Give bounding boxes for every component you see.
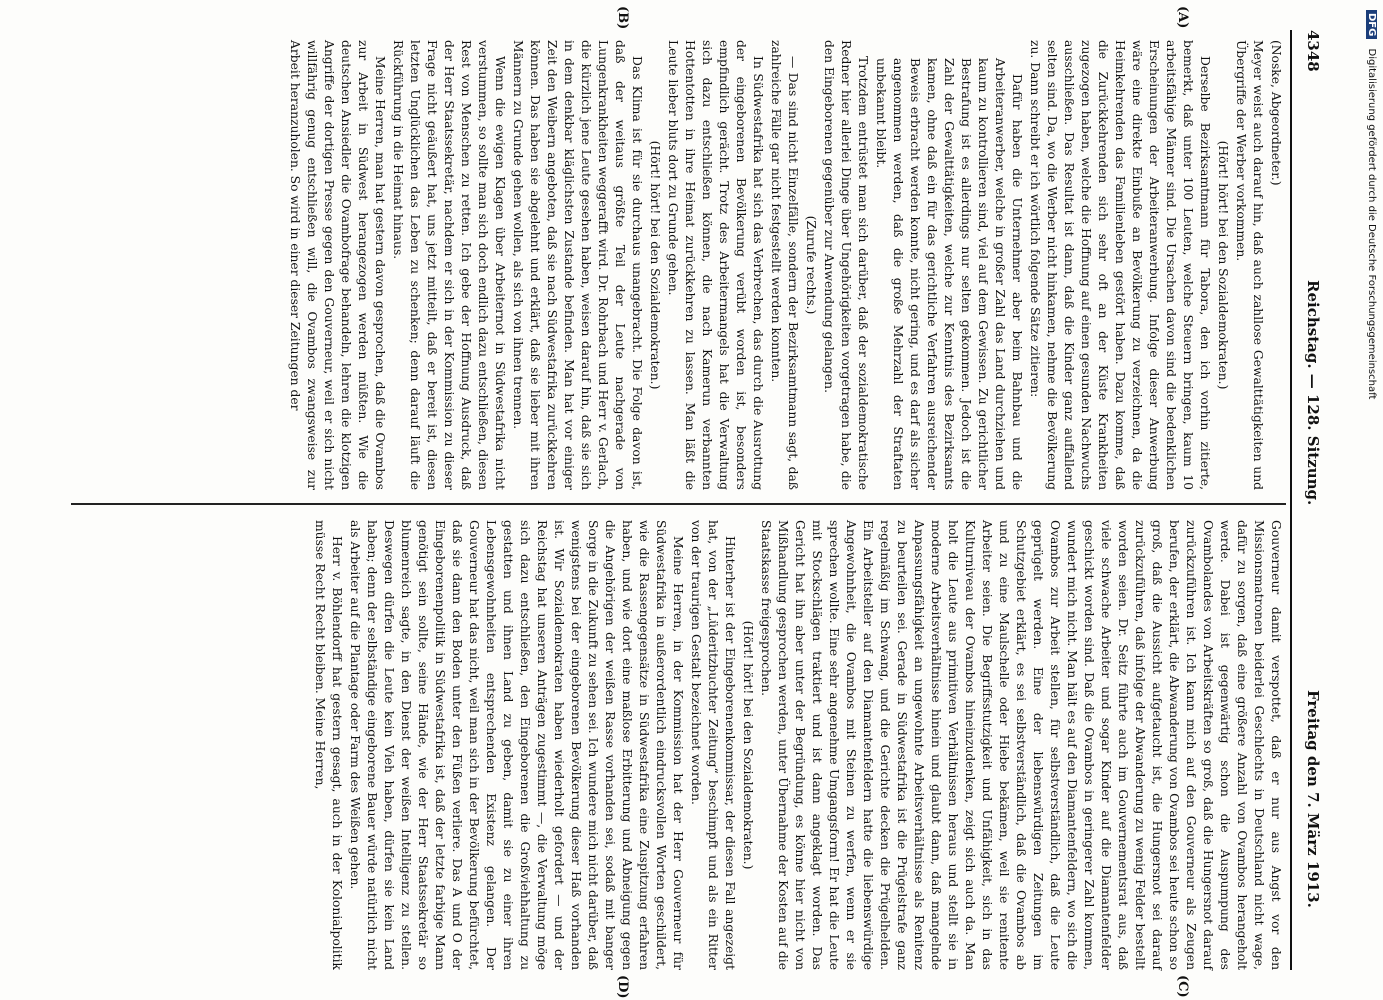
margin-mark-b: (B) [615, 6, 630, 30]
quotation: Dafür haben die Unternehmer aber beim Bahnbau und die Arbeiteranwerber, welche in großer Zahl das Land durchziehen und kaum zu kontrollieren sind, viel auf dem Gewissen. Zu gerichtlicher Bestrafung ist es allerdings nur selten gekommen. Jedoch ist die Zahl der Gewalttätigkeiten, welche zur Kenntnis des Bezirksamts kamen, ohne daß ein für das gerichtliche Verfahren ausreichender Beweis erbracht werden konnte, nicht gering, und es darf als sicher angenommen werden, daß die große Mehrzahl der Straftaten unbekannt bleibt. [874, 58, 1024, 490]
paragraph: Gouverneur damit verspottet, daß er nur aus Angst vor den Missionsmatronen beiderlei Geschlechts in Deutschland nicht wage, dafür zu sorgen, daß eine größere Anzahl von Ovambos herangeholt werde. Dabei ist gegenwärtig schon die Auspumpung des Ovambolandes von Arbeitskräften so groß, daß die Hungersnot darauf zurückzuführen ist. Ich kann mich auf den Gouverneur als Zeugen berufen, der erklärt, die Abwanderung von Ovambos sei heute schon so groß, daß die Aussicht aufgetaucht ist, die Hungersnot sei darauf zurückzuführen, daß infolge der Abwanderung zu wenig Felder bestellt worden seien. Dr. Seitz führte auch im Gouvernementsrat aus, daß viele schwache Arbeiter und sogar Kinder auf die Diamantenfelder geschickt worden sind. Daß die Ovambos in geringerer Zahl kommen, wundert mich nicht. Man hält es auf den Diamantenfeldern, wo sich die Ovambos zur Arbeit stellen, für selbstverständlich, daß die Leute geprügelt werden. Eine der liebenswürdigen Zeitungen im Schutzgebiet erklärt, es sei selbstverständlich, daß die Ovambos ab und zu eine Maulschelle oder Hiebe bekämen, weil sie renitente Arbeiter seien. Die Begriffsstutzigkeit und Unfähigkeit, sich in das Kulturniveau der Ovambos hineinzudenken, zeigt sich auch da. Man holt die Leute aus primitiven Verhältnissen heraus und stellt sie in moderne Arbeitsverhältnisse hinein und glaubt dann, daß mangelnde Anpassungsfähigkeit an ungewohnte Arbeitsverhältnisse als Renitenz zu beurteilen sei. Gerade in Südwestafrika ist die Prügelstrafe ganz regelmäßig im Schwang, und die Gerichte decken die Prügelhelden. Ein Arbeitsteller auf den Diamantenfeldern hatte die liebenswürdige Angewohnheit, die Ovambos mit Steinen zu werfen, wenn er sie sprechen wollte. Eine sehr angenehme Umgangsform! Er hat die Leute mit Stockschlägen traktiert und ist dann angeklagt worden. Das Gericht hat ihn aber unter der Begründung, es könne hier nicht von Mißhandlung gesprochen werden, unter Übernahme der Kosten auf die Staatskasse freigesprochen. [759, 520, 1283, 970]
margin-mark-a: (A) [1175, 6, 1190, 29]
interjection: (Hört! hört! bei den Sozialdemokraten.) [741, 620, 755, 870]
paragraph: In Südwestafrika hat sich das Verbrechen, das durch die Ausrottung der eingeborenen Bevölkerung verübt worden ist, besonders empfindlich gerächt. Trotz des Arbeitermangels hat die Verwaltung sich dazu entschließen können, die nach Kamerun verbannten Hottentotten in ihre Heimat zurückkehren zu lassen. Man läßt die Leute lieber bluts dort zu Grunde gehen. [666, 40, 765, 490]
page-number: 4348 [1304, 30, 1322, 72]
right-column [310, 520, 1284, 970]
interjection: (Hört! hört! bei den Sozialdemokraten.) [1216, 140, 1230, 390]
header-rule [1290, 30, 1292, 970]
column-divider [71, 503, 1286, 505]
credit-text: Digitalisierung gefördert durch die Deutsche Forschungsgemeinschaft [1366, 48, 1377, 400]
paragraph: Derselbe Bezirksamtmann für Tabora, den ich vorhin zitierte, bemerkt, daß unter 100 Leuten, welche Steuern bringen, kaum 10 arbeitsfähige Männer sind. Die Ursachen davon sind die bedenklichen Erscheinungen der Arbeiteranwerbung. Infolge dieser Anwerbung wäre eine direkte Einbuße an Bevölkerung zu verzeichnen, da die Heimkehrenden das Familienleben gestört haben. Dazu komme, daß die Zurückkehrenden sich sehr oft an der Küste Krankheiten zugezogen haben, welche die Hoffnung auf einen gesunden Nachwuchs ausschließen. Das Resultat ist dann, daß die Kinder ganz auffallend selten sind. Da, wo die Werber nicht hinkamen, nehme die Bevölkerung zu. Dann schreibt er ich wörtlich folgende Sätze zitieren: [1028, 40, 1212, 490]
rotated-page-content [30, 0, 1330, 1000]
session-date: Freitag den 7. März 1913. [1304, 690, 1322, 908]
paragraph: — Das sind nicht Einzelfälle, sondern der Bezirksamtmann sagt, daß zahlreiche Fälle gar nicht festgestellt werden konnten. [769, 40, 800, 490]
speaker-line: (Noske, Abgeordneter.) [1269, 40, 1283, 186]
dfg-logo: DFG [1366, 10, 1377, 39]
left-column [285, 40, 1284, 490]
session-title: Reichstag. — 128. Sitzung. [1304, 280, 1322, 506]
paragraph: Das Klima ist für sie durchaus unangebracht. Die Folge davon ist, daß der weitaus größte Teil der Leute nachgerade von Lungenkrankheiten weggerafft wird. Dr. Rohrbach und Herr v. Gerlach, die kürzlich jene Leute gesehen haben, weisen darauf hin, daß sie sich in dem denkbar kläglichsten Zustande befinden. Man hat vor einiger Zeit den Weibern angeboten, daß sie nach Südwestafrika zurückkehren können. Das haben sie abgelehnt und erklärt, daß sie lieber mit ihren Männern zu Grunde gehen wollen, als sich von ihnen trennen. [511, 40, 644, 490]
interjection: (Zurufe rechts.) [804, 215, 818, 315]
margin-mark-c: (C) [1175, 975, 1190, 998]
paragraph: Herr v. Böhlendorff hat gestern gesagt, auch in der Kolonialpolitik müsse Recht Recht bleiben. Meine Herren, [313, 520, 344, 970]
paragraph: Trotzdem entrüstet man sich darüber, daß der sozialdemokratische Redner hier allerlei Dinge über Ungehörigkeiten vorgetragen habe, die den Eingeborenen gegenüber zur Anwendung gelangen. [822, 40, 870, 490]
paragraph: Wenn die ewigen Klagen über Arbeiternot in Südwestafrika nicht verstummen, so sollte man sich doch endlich dazu entschließen, diesen Rest von Menschen zu retten. Ich gebe der Hoffnung Ausdruck, daß der Herr Staatssekretär, nachdem er sich in der Kommission zu dieser Frage nicht geäußert hat, uns jetzt mitteilt, daß er bereit ist, diesen letzten Unglücklichen das Leben zu schenken; denn darauf läuft die Rückführung in die Heimat hinaus. [391, 40, 507, 490]
paragraph: Hinterher ist der Eingeborenenkommissar, der diesen Fall angezeigt hat, von der „Lüderitzbuchter Zeitung“ beschimpft und als ein Ritter von der traurigen Gestalt bezeichnet worden. [689, 520, 737, 970]
digitization-credit [1355, 10, 1377, 990]
margin-mark-d: (D) [615, 975, 630, 999]
interjection: (Hört! hört! bei den Sozialdemokraten.) [648, 140, 662, 390]
paragraph: Meyer weist auch darauf hin, daß auch zahllose Gewalttätigkeiten und Übergriffe der Werber vorkommen. [1234, 40, 1265, 490]
paragraph: Meine Herren, in der Kommission hat der Herr Gouverneur für Südwestafrika in außerordentlich eindrucksvollen Worten geschildert, wie die Rassengegensätze in Südwestafrika eine Zuspitzung erfahren haben, und wie dort eine maßlose Erbitterung und Abneigung gegen die Angehörigen der weißen Rasse vorhanden sei, sodaß mit banger Sorge in die Zukunft zu sehen sei. Ich wundere mich nicht darüber, daß wenigstens bei der eingeborenen Bevölkerung dieser Haß vorhanden ist. Wir Sozialdemokraten haben wiederholt gefordert — und der Reichstag hat unseren Anträgen zugestimmt —, die Verwaltung möge sich dazu entschließen, den Eingeborenen die Großviehhaltung zu gestatten und ihnen Land zu geben, damit sie zu einer ihren Lebensgewohnheiten entsprechenden Existenz gelangen. Der Gouverneur hat das nicht, weil man sich in der Bevölkerung befürchtet, daß sie dann den Boden unter den Füßen verliere. Das A und O der Eingeborenenpolitik in Südwestafrika ist, daß der letzte farbige Mann genötigt sein sollte, seine Hände, wie der Herr Staatssekretär so blumenreich sagte, in den Dienst der weißen Intelligenz zu stellen. Deswegen dürfen die Leute kein Vieh haben, dürfen sie kein Land haben; denn der selbständige eingeborene Bauer würde natürlich nicht als Arbeiter auf die Plantage oder Farm des Weißen gehen. [348, 520, 685, 970]
running-header [1296, 30, 1322, 970]
paragraph: Meine Herren, man hat gestern davon gesprochen, daß die Ovambos zur Arbeit in Südwest herangezogen werden müßten. Wie die deutschen Ansiedler die Ovambofrage behandeln, lehren die klotzigen Angriffe der dortigen Presse gegen den Gouverneur, weil er sich nicht willfährig genug entschließen will, die Ovambos zwangsweise zur Arbeit heranzuholen. So wird in einer dieser Zeitungen der [288, 40, 387, 490]
